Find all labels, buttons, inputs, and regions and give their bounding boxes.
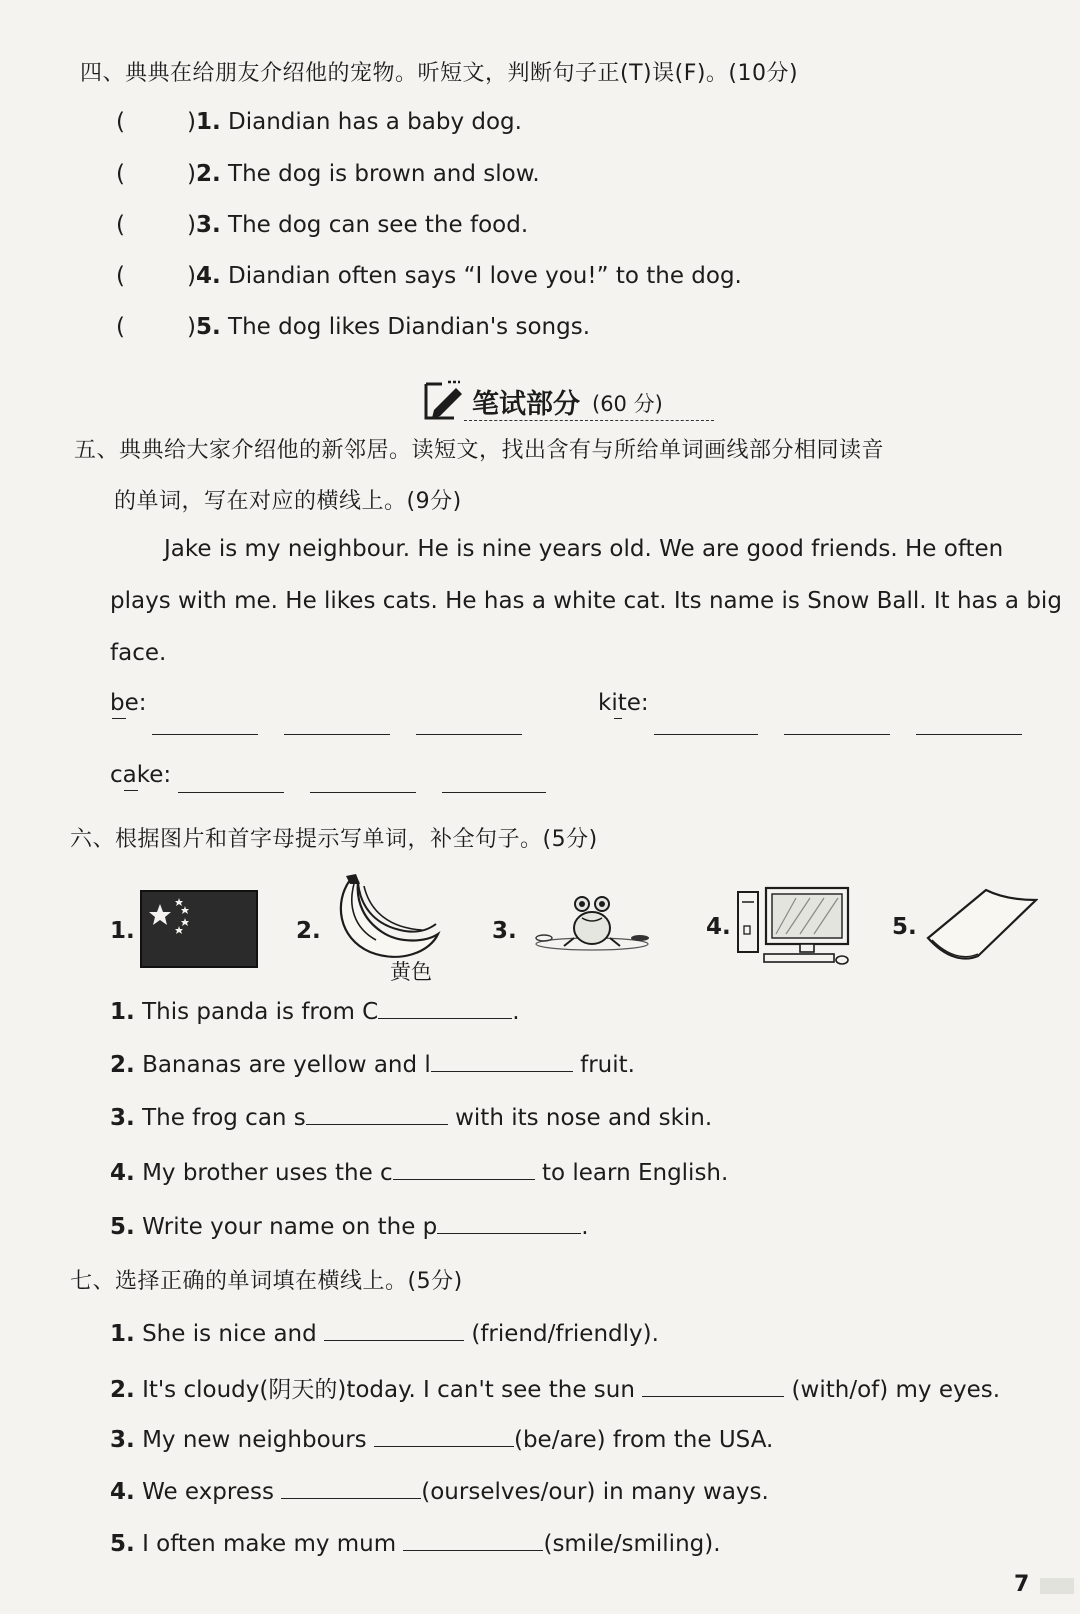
passage-line-2: plays with me. He likes cats. He has a white cat. Its name is Snow Ball. It has a big bbox=[110, 588, 1062, 614]
choice-item-1 bbox=[110, 1318, 659, 1347]
answer-blank[interactable] bbox=[324, 1318, 464, 1341]
tf-item-4 bbox=[116, 263, 742, 289]
item-text-after: with its nose and skin. bbox=[455, 1105, 713, 1131]
answer-paren-close: ) bbox=[186, 212, 196, 238]
be-answer-blank-3[interactable] bbox=[416, 734, 522, 735]
fill-item-2 bbox=[110, 1049, 635, 1078]
section-6-title: 六、根据图片和首字母提示写单词，补全句子。(5分) bbox=[70, 827, 598, 852]
section-5-title-line1: 五、典典给大家介绍他的新邻居。读短文，找出含有与所给单词画线部分相同读音 bbox=[74, 438, 885, 463]
item-text-after: . bbox=[512, 999, 520, 1025]
item-text-before: It's cloudy(阴天的)today. I can't see the sun bbox=[142, 1377, 635, 1403]
answer-paren-open: ( bbox=[116, 314, 125, 340]
item-text-after: (be/are) from the USA. bbox=[513, 1427, 774, 1453]
item-number: 5. bbox=[195, 314, 221, 340]
item-number: 2. bbox=[110, 1377, 135, 1403]
tf-item-3 bbox=[116, 212, 528, 238]
kite-answer-blank-1[interactable] bbox=[654, 734, 758, 735]
item-text-after: (smile/smiling). bbox=[543, 1531, 721, 1557]
choice-item-5 bbox=[110, 1528, 721, 1557]
fill-item-5 bbox=[110, 1211, 589, 1240]
frog-icon bbox=[530, 888, 654, 954]
cake-underline-mark bbox=[124, 790, 138, 791]
fill-item-4 bbox=[110, 1157, 728, 1186]
answer-blank[interactable] bbox=[281, 1476, 421, 1499]
item-text-before: This panda is from C bbox=[142, 999, 379, 1025]
item-text-before: Write your name on the p bbox=[142, 1214, 438, 1240]
item-number: 4. bbox=[110, 1160, 135, 1186]
label-kite: kite: bbox=[598, 690, 649, 716]
picture-number-3: 3. bbox=[492, 918, 517, 944]
banner-score: (60 分) bbox=[592, 392, 663, 416]
item-number: 3. bbox=[110, 1105, 135, 1131]
cake-answer-blank-1[interactable] bbox=[178, 792, 284, 793]
answer-paren-close: ) bbox=[186, 109, 196, 135]
answer-paren-close: ) bbox=[186, 314, 196, 340]
answer-paren-open: ( bbox=[116, 263, 125, 289]
be-underline-mark bbox=[112, 718, 126, 719]
item-number: 4. bbox=[195, 263, 221, 289]
item-text: Diandian has a baby dog. bbox=[228, 109, 522, 135]
item-text-before: We express bbox=[142, 1479, 274, 1505]
item-number: 2. bbox=[110, 1052, 135, 1078]
picture-number-2: 2. bbox=[296, 918, 321, 944]
tf-item-2 bbox=[116, 161, 540, 187]
be-answer-blank-2[interactable] bbox=[284, 734, 390, 735]
item-text: The dog likes Diandian's songs. bbox=[228, 314, 591, 340]
item-text: The dog is brown and slow. bbox=[228, 161, 540, 187]
label-be: be: bbox=[110, 690, 147, 716]
passage-line-1: Jake is my neighbour. He is nine years old. We are good friends. He often bbox=[164, 536, 1004, 562]
cake-answer-blank-3[interactable] bbox=[442, 792, 546, 793]
tf-item-5 bbox=[116, 314, 590, 340]
item-number: 3. bbox=[195, 212, 221, 238]
item-number: 5. bbox=[110, 1214, 135, 1240]
paper-icon bbox=[924, 888, 1038, 968]
answer-blank[interactable] bbox=[378, 996, 512, 1019]
item-text-before: My brother uses the c bbox=[142, 1160, 393, 1186]
label-cake: cake: bbox=[110, 762, 172, 788]
pencil-note-icon bbox=[420, 378, 464, 422]
kite-answer-blank-3[interactable] bbox=[916, 734, 1022, 735]
tf-item-1 bbox=[116, 109, 522, 135]
choice-item-2 bbox=[110, 1371, 1000, 1404]
choice-item-3 bbox=[110, 1424, 773, 1453]
bananas-icon bbox=[330, 872, 444, 962]
be-answer-blank-1[interactable] bbox=[152, 734, 258, 735]
picture-number-5: 5. bbox=[892, 914, 917, 940]
picture-number-1: 1. bbox=[110, 918, 135, 944]
kite-underline-mark bbox=[614, 718, 622, 719]
picture-number-4: 4. bbox=[706, 914, 731, 940]
banner-title: 笔试部分 bbox=[472, 389, 580, 420]
answer-paren-open: ( bbox=[116, 161, 125, 187]
item-text-before: The frog can s bbox=[142, 1105, 306, 1131]
item-text-before: My new neighbours bbox=[142, 1427, 367, 1453]
choice-item-4 bbox=[110, 1476, 769, 1505]
item-text-before: She is nice and bbox=[142, 1321, 317, 1347]
item-text-after: (with/of) my eyes. bbox=[791, 1377, 1001, 1403]
item-number: 2. bbox=[195, 161, 221, 187]
answer-paren-open: ( bbox=[116, 109, 125, 135]
item-text-after: . bbox=[581, 1214, 589, 1240]
answer-blank[interactable] bbox=[403, 1528, 543, 1551]
item-text-after: (friend/friendly). bbox=[471, 1321, 659, 1347]
section-7-title: 七、选择正确的单词填在横线上。(5分) bbox=[70, 1269, 463, 1294]
answer-paren-open: ( bbox=[116, 212, 125, 238]
answer-blank[interactable] bbox=[306, 1102, 448, 1125]
item-text-after: fruit. bbox=[580, 1052, 635, 1078]
item-text-after: (ourselves/our) in many ways. bbox=[421, 1479, 769, 1505]
item-text: Diandian often says “I love you!” to the dog. bbox=[228, 263, 742, 289]
banner-underline bbox=[464, 420, 714, 421]
cake-answer-blank-2[interactable] bbox=[310, 792, 416, 793]
item-text-before: Bananas are yellow and l bbox=[142, 1052, 431, 1078]
answer-paren-close: ) bbox=[186, 161, 196, 187]
fill-item-3 bbox=[110, 1102, 712, 1131]
item-text-before: I often make my mum bbox=[142, 1531, 397, 1557]
kite-answer-blank-2[interactable] bbox=[784, 734, 890, 735]
item-number: 3. bbox=[110, 1427, 135, 1453]
section-5-title-line2: 的单词，写在对应的横线上。(9分) bbox=[114, 489, 462, 514]
fill-item-1 bbox=[110, 996, 520, 1025]
answer-blank[interactable] bbox=[393, 1157, 535, 1180]
section-4-title: 四、典典在给朋友介绍他的宠物。听短文，判断句子正(T)误(F)。(10分) bbox=[80, 61, 799, 86]
item-number: 1. bbox=[195, 109, 221, 135]
item-number: 1. bbox=[110, 999, 135, 1025]
item-number: 4. bbox=[110, 1479, 135, 1505]
page-number: 7 bbox=[1014, 1572, 1030, 1597]
china-flag-icon bbox=[140, 890, 258, 968]
passage-line-3: face. bbox=[110, 640, 167, 666]
page-tab bbox=[1040, 1578, 1074, 1594]
answer-blank[interactable] bbox=[437, 1211, 581, 1234]
item-text-after: to learn English. bbox=[541, 1160, 729, 1186]
answer-blank[interactable] bbox=[431, 1049, 573, 1072]
bananas-caption: 黄色 bbox=[390, 960, 432, 984]
item-number: 5. bbox=[110, 1531, 135, 1557]
answer-paren-close: ) bbox=[186, 263, 196, 289]
item-text: The dog can see the food. bbox=[228, 212, 529, 238]
computer-icon bbox=[736, 886, 854, 968]
answer-blank[interactable] bbox=[374, 1424, 514, 1447]
answer-blank[interactable] bbox=[642, 1374, 784, 1397]
item-number: 1. bbox=[110, 1321, 135, 1347]
